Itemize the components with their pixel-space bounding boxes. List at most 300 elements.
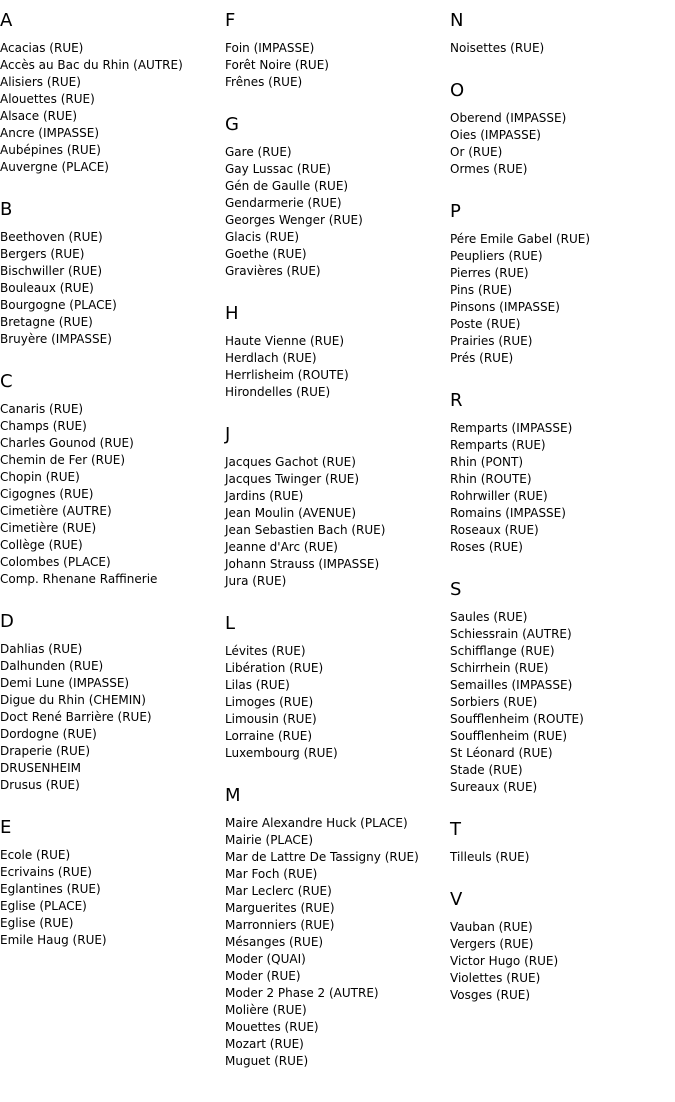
street-link[interactable]: Violettes (RUE) — [450, 971, 541, 985]
street-list-item — [0, 452, 225, 469]
street-list — [450, 110, 675, 178]
street-list — [0, 40, 225, 176]
street-list-item — [0, 159, 225, 176]
letter-heading: S — [450, 579, 462, 600]
street-list-item — [0, 297, 225, 314]
street-list-item — [450, 333, 675, 350]
street-list-item — [225, 471, 450, 488]
street-list-item — [225, 660, 450, 677]
street-list-item — [0, 314, 225, 331]
street-link[interactable]: Poste (RUE) — [450, 317, 521, 331]
street-link[interactable]: Jacques Twinger (RUE) — [225, 472, 360, 486]
letter-section-n — [450, 10, 675, 57]
street-link[interactable]: Mozart (RUE) — [225, 1037, 304, 1051]
street-link[interactable]: Mairie (PLACE) — [225, 833, 314, 847]
street-link[interactable]: Charles Gounod (RUE) — [0, 436, 134, 450]
street-list — [225, 815, 450, 1070]
street-link[interactable]: Eglise (PLACE) — [0, 899, 87, 913]
letter-heading: L — [225, 613, 236, 634]
letter-heading: C — [0, 371, 13, 392]
street-link[interactable]: Cimetière (AUTRE) — [0, 504, 112, 518]
street-list-item — [225, 263, 450, 280]
street-link[interactable]: Lévites (RUE) — [225, 644, 306, 658]
street-list-item — [0, 418, 225, 435]
street-link[interactable]: Doct René Barrière (RUE) — [0, 710, 152, 724]
street-list-item — [450, 471, 675, 488]
street-link[interactable]: Herdlach (RUE) — [225, 351, 317, 365]
street-list-item — [0, 864, 225, 881]
street-list-item — [0, 57, 225, 74]
street-link[interactable]: Bourgogne (PLACE) — [0, 298, 117, 312]
street-list-item — [225, 866, 450, 883]
street-list-item — [225, 350, 450, 367]
street-link[interactable]: Jeanne d'Arc (RUE) — [225, 540, 338, 554]
street-list-item — [225, 815, 450, 832]
letter-section-o — [450, 80, 675, 178]
letter-section-d — [0, 611, 225, 794]
street-link[interactable]: Johann Strauss (IMPASSE) — [225, 557, 380, 571]
street-link[interactable]: Ormes (RUE) — [450, 162, 528, 176]
street-link[interactable]: Gay Lussac (RUE) — [225, 162, 331, 176]
street-link[interactable]: Auvergne (PLACE) — [0, 160, 109, 174]
street-link[interactable]: Champs (RUE) — [0, 419, 87, 433]
street-list-item — [225, 178, 450, 195]
letter-section-t — [450, 819, 675, 866]
street-link[interactable]: Bretagne (RUE) — [0, 315, 93, 329]
street-list-item — [450, 762, 675, 779]
street-link[interactable]: Gén de Gaulle (RUE) — [225, 179, 349, 193]
street-link[interactable]: Vauban (RUE) — [450, 920, 533, 934]
street-link[interactable]: Haute Vienne (RUE) — [225, 334, 345, 348]
street-link[interactable]: Sorbiers (RUE) — [450, 695, 538, 709]
letter-section-e — [0, 817, 225, 949]
street-list-item — [0, 709, 225, 726]
letter-section-s — [450, 579, 675, 796]
street-list-item — [0, 692, 225, 709]
street-list-item — [0, 743, 225, 760]
street-link[interactable]: Schirrhein (RUE) — [450, 661, 549, 675]
street-link[interactable]: Jacques Gachot (RUE) — [225, 455, 356, 469]
street-link[interactable]: Rhin (ROUTE) — [450, 472, 532, 486]
street-list-item — [225, 522, 450, 539]
street-link[interactable]: Oberend (IMPASSE) — [450, 111, 567, 125]
street-list-item — [450, 127, 675, 144]
street-list — [225, 454, 450, 590]
street-link[interactable]: Beethoven (RUE) — [0, 230, 103, 244]
street-link[interactable]: St Léonard (RUE) — [450, 746, 553, 760]
street-list — [225, 40, 450, 91]
street-link[interactable]: Collège (RUE) — [0, 538, 83, 552]
street-link[interactable]: Gravières (RUE) — [225, 264, 321, 278]
street-link[interactable]: Eglantines (RUE) — [0, 882, 101, 896]
street-list-item — [225, 367, 450, 384]
street-list-item — [225, 195, 450, 212]
street-list-item — [225, 883, 450, 900]
street-link[interactable]: Eglise (RUE) — [0, 916, 74, 930]
street-link[interactable]: Digue du Rhin (CHEMIN) — [0, 693, 146, 707]
street-link[interactable]: Noisettes (RUE) — [450, 41, 545, 55]
street-link[interactable]: Jura (RUE) — [225, 574, 287, 588]
street-link[interactable]: Accès au Bac du Rhin (AUTRE) — [0, 58, 183, 72]
street-link[interactable]: Jean Sebastien Bach (RUE) — [225, 523, 386, 537]
street-link[interactable]: Jean Moulin (AVENUE) — [225, 506, 357, 520]
street-link[interactable]: Remparts (RUE) — [450, 438, 546, 452]
street-link[interactable]: Foin (IMPASSE) — [225, 41, 315, 55]
street-link[interactable]: Acacias (RUE) — [0, 41, 84, 55]
street-list — [450, 420, 675, 556]
street-link[interactable]: Goethe (RUE) — [225, 247, 307, 261]
street-list-item — [225, 539, 450, 556]
street-list — [225, 643, 450, 762]
street-link[interactable]: Lilas (RUE) — [225, 678, 290, 692]
street-list-item — [225, 1002, 450, 1019]
street-list-item — [225, 161, 450, 178]
street-list-item — [225, 144, 450, 161]
street-list-item — [450, 711, 675, 728]
street-link[interactable]: Roses (RUE) — [450, 540, 523, 554]
street-list-item — [450, 728, 675, 745]
street-list-item — [450, 265, 675, 282]
street-link[interactable]: Cigognes (RUE) — [0, 487, 94, 501]
letter-heading: O — [450, 80, 465, 101]
street-list-item — [0, 847, 225, 864]
street-link[interactable]: Draperie (RUE) — [0, 744, 91, 758]
street-list-item — [0, 74, 225, 91]
street-list-item — [450, 316, 675, 333]
street-list-item — [0, 280, 225, 297]
street-list-item — [0, 263, 225, 280]
street-link[interactable]: Peupliers (RUE) — [450, 249, 543, 263]
street-link[interactable]: Mouettes (RUE) — [225, 1020, 319, 1034]
street-link[interactable]: Limousin (RUE) — [225, 712, 317, 726]
street-list-item — [450, 231, 675, 248]
letter-section-f — [225, 10, 450, 91]
street-list-item — [0, 108, 225, 125]
street-link[interactable]: Schiessrain (AUTRE) — [450, 627, 572, 641]
street-link[interactable]: Semailles (IMPASSE) — [450, 678, 573, 692]
street-link[interactable]: Rohrwiller (RUE) — [450, 489, 548, 503]
street-link[interactable]: Ecrivains (RUE) — [0, 865, 92, 879]
street-list-item — [225, 934, 450, 951]
street-list-item — [0, 246, 225, 263]
street-list-item — [0, 898, 225, 915]
letter-heading: A — [0, 10, 13, 31]
street-link[interactable]: Remparts (IMPASSE) — [450, 421, 573, 435]
street-link[interactable]: Bergers (RUE) — [0, 247, 85, 261]
street-link[interactable]: Tilleuls (RUE) — [450, 850, 530, 864]
street-list-item — [225, 728, 450, 745]
street-link[interactable]: Chopin (RUE) — [0, 470, 80, 484]
street-link[interactable]: Vosges (RUE) — [450, 988, 531, 1002]
street-link[interactable]: Jardins (RUE) — [225, 489, 304, 503]
street-link[interactable]: Comp. Rhenane Raffinerie — [0, 572, 158, 586]
street-link[interactable]: Muguet (RUE) — [225, 1054, 309, 1068]
street-list-item — [225, 917, 450, 934]
street-link[interactable]: Oies (IMPASSE) — [450, 128, 541, 142]
street-list-item — [450, 987, 675, 1004]
letter-section-g — [225, 114, 450, 280]
street-link[interactable]: Aubépines (RUE) — [0, 143, 101, 157]
street-list-item — [0, 486, 225, 503]
street-link[interactable]: Dalhunden (RUE) — [0, 659, 104, 673]
street-list-item — [0, 777, 225, 794]
street-list-item — [450, 454, 675, 471]
street-list-item — [0, 881, 225, 898]
letter-heading: H — [225, 303, 239, 324]
street-link[interactable]: Marronniers (RUE) — [225, 918, 335, 932]
letter-heading: E — [0, 817, 12, 838]
street-link[interactable]: Alsace (RUE) — [0, 109, 78, 123]
street-link[interactable]: Ecole (RUE) — [0, 848, 71, 862]
letter-section-m — [225, 785, 450, 1070]
street-list-item — [450, 505, 675, 522]
street-link[interactable]: Moder (RUE) — [225, 969, 301, 983]
street-list-item — [450, 282, 675, 299]
street-list — [450, 609, 675, 796]
street-list-item — [0, 91, 225, 108]
street-link[interactable]: Or (RUE) — [450, 145, 503, 159]
letter-heading: B — [0, 199, 13, 220]
street-list-item — [0, 125, 225, 142]
street-list-item — [0, 435, 225, 452]
street-link[interactable]: Alouettes (RUE) — [0, 92, 95, 106]
street-link[interactable]: Ancre (IMPASSE) — [0, 126, 100, 140]
street-list-item — [225, 985, 450, 1002]
street-list-item — [450, 643, 675, 660]
street-link[interactable]: Roseaux (RUE) — [450, 523, 539, 537]
street-link[interactable]: Schifflange (RUE) — [450, 644, 555, 658]
street-list-item — [225, 488, 450, 505]
street-link[interactable]: Dahlias (RUE) — [0, 642, 83, 656]
street-list-item — [450, 953, 675, 970]
street-list-item — [225, 1053, 450, 1070]
street-list-item — [0, 641, 225, 658]
street-list-item — [0, 554, 225, 571]
street-link[interactable]: Soufflenheim (RUE) — [450, 729, 568, 743]
street-link[interactable]: Mar de Lattre De Tassigny (RUE) — [225, 850, 419, 864]
street-link[interactable]: Libération (RUE) — [225, 661, 324, 675]
street-link[interactable]: Hirondelles (RUE) — [225, 385, 331, 399]
street-link[interactable]: Saules (RUE) — [450, 610, 528, 624]
street-list-item — [0, 503, 225, 520]
street-link[interactable]: Lorraine (RUE) — [225, 729, 313, 743]
street-index-column-1 — [0, 10, 225, 972]
street-list-item — [225, 246, 450, 263]
street-list-item — [450, 779, 675, 796]
street-link[interactable]: Glacis (RUE) — [225, 230, 300, 244]
street-link[interactable]: Romains (IMPASSE) — [450, 506, 566, 520]
street-list — [450, 40, 675, 57]
street-link[interactable]: Sureaux (RUE) — [450, 780, 538, 794]
street-link[interactable]: Drusus (RUE) — [0, 778, 80, 792]
street-list-item — [450, 522, 675, 539]
street-list-item — [0, 932, 225, 949]
letter-heading: N — [450, 10, 464, 31]
street-list-item — [450, 488, 675, 505]
street-list-item — [0, 726, 225, 743]
letter-heading: R — [450, 390, 463, 411]
street-list-item — [0, 142, 225, 159]
street-list-item — [225, 694, 450, 711]
street-link[interactable]: Soufflenheim (ROUTE) — [450, 712, 584, 726]
letter-heading: G — [225, 114, 239, 135]
street-link[interactable]: Mésanges (RUE) — [225, 935, 324, 949]
street-list-item — [450, 299, 675, 316]
street-list-item — [225, 643, 450, 660]
street-link[interactable]: Bruyère (IMPASSE) — [0, 332, 112, 346]
street-link[interactable]: Maire Alexandre Huck (PLACE) — [225, 816, 408, 830]
letter-section-a — [0, 10, 225, 176]
street-list-item — [450, 539, 675, 556]
letter-heading: J — [225, 424, 231, 445]
street-list-item — [225, 74, 450, 91]
street-list-item — [225, 711, 450, 728]
street-list-item — [450, 609, 675, 626]
street-list-item — [225, 968, 450, 985]
street-link[interactable]: Demi Lune (IMPASSE) — [0, 676, 130, 690]
street-list-item — [0, 675, 225, 692]
street-list-item — [450, 745, 675, 762]
street-list — [225, 144, 450, 280]
street-link[interactable]: Stade (RUE) — [450, 763, 523, 777]
street-link[interactable]: Pins (RUE) — [450, 283, 513, 297]
street-list-item — [450, 919, 675, 936]
street-link[interactable]: Victor Hugo (RUE) — [450, 954, 559, 968]
street-link[interactable]: Prairies (RUE) — [450, 334, 533, 348]
street-link[interactable]: Gare (RUE) — [225, 145, 292, 159]
street-list-item — [225, 454, 450, 471]
street-list-item — [450, 161, 675, 178]
street-list-item — [450, 40, 675, 57]
street-list-item — [225, 573, 450, 590]
street-link[interactable]: Rhin (PONT) — [450, 455, 524, 469]
street-index-column-2 — [225, 10, 450, 1093]
street-list-item — [225, 57, 450, 74]
street-link[interactable]: Vergers (RUE) — [450, 937, 534, 951]
street-list-item — [225, 229, 450, 246]
street-list — [450, 231, 675, 367]
street-link[interactable]: Frênes (RUE) — [225, 75, 303, 89]
street-list-item — [450, 420, 675, 437]
street-list-item — [0, 658, 225, 675]
street-link[interactable]: Pére Emile Gabel (RUE) — [450, 232, 591, 246]
letter-heading: T — [450, 819, 461, 840]
street-link[interactable]: Pierres (RUE) — [450, 266, 529, 280]
street-list-item — [225, 556, 450, 573]
street-list-item — [225, 1019, 450, 1036]
street-list-item — [450, 677, 675, 694]
street-list-item — [450, 970, 675, 987]
street-list-item — [225, 951, 450, 968]
street-list-item — [225, 745, 450, 762]
letter-heading: P — [450, 201, 461, 222]
street-list-item — [225, 40, 450, 57]
street-link[interactable]: DRUSENHEIM — [0, 761, 82, 775]
street-list-item — [225, 212, 450, 229]
letter-section-h — [225, 303, 450, 401]
letter-heading: M — [225, 785, 241, 806]
letter-section-v — [450, 889, 675, 1004]
street-link[interactable]: Gendarmerie (RUE) — [225, 196, 342, 210]
letter-heading: V — [450, 889, 463, 910]
street-link[interactable]: Canaris (RUE) — [0, 402, 84, 416]
street-list-item — [450, 144, 675, 161]
street-list — [0, 847, 225, 949]
street-list — [225, 333, 450, 401]
street-link[interactable]: Chemin de Fer (RUE) — [0, 453, 126, 467]
street-link[interactable]: Herrlisheim (ROUTE) — [225, 368, 349, 382]
street-link[interactable]: Georges Wenger (RUE) — [225, 213, 363, 227]
street-link[interactable]: Moder (QUAI) — [225, 952, 306, 966]
street-list-item — [225, 832, 450, 849]
street-link[interactable]: Alisiers (RUE) — [0, 75, 81, 89]
street-link[interactable]: Dordogne (RUE) — [0, 727, 97, 741]
street-list-item — [0, 571, 225, 588]
street-link[interactable]: Pinsons (IMPASSE) — [450, 300, 560, 314]
street-list-item — [450, 110, 675, 127]
street-list-item — [0, 520, 225, 537]
street-list — [0, 401, 225, 588]
street-list-item — [0, 401, 225, 418]
street-link[interactable]: Mar Foch (RUE) — [225, 867, 318, 881]
letter-section-r — [450, 390, 675, 556]
street-list-item — [225, 505, 450, 522]
street-list-item — [450, 694, 675, 711]
street-list — [0, 641, 225, 794]
letter-section-j — [225, 424, 450, 590]
street-link[interactable]: Luxembourg (RUE) — [225, 746, 338, 760]
street-list-item — [225, 1036, 450, 1053]
street-list-item — [450, 849, 675, 866]
street-list — [450, 919, 675, 1004]
street-link[interactable]: Bischwiller (RUE) — [0, 264, 103, 278]
street-link[interactable]: Cimetière (RUE) — [0, 521, 97, 535]
letter-section-p — [450, 201, 675, 367]
street-list-item — [225, 849, 450, 866]
street-link[interactable]: Moder 2 Phase 2 (AUTRE) — [225, 986, 379, 1000]
street-link[interactable]: Emile Haug (RUE) — [0, 933, 107, 947]
street-list-item — [450, 626, 675, 643]
letter-section-b — [0, 199, 225, 348]
street-link[interactable]: Forêt Noire (RUE) — [225, 58, 329, 72]
street-list-item — [225, 900, 450, 917]
street-list-item — [450, 660, 675, 677]
street-list-item — [0, 760, 225, 777]
street-list-item — [0, 229, 225, 246]
street-link[interactable]: Limoges (RUE) — [225, 695, 314, 709]
street-list-item — [225, 384, 450, 401]
street-list-item — [0, 469, 225, 486]
street-list-item — [0, 537, 225, 554]
street-list-item — [225, 677, 450, 694]
street-list-item — [0, 331, 225, 348]
street-list-item — [450, 437, 675, 454]
street-link[interactable]: Mar Leclerc (RUE) — [225, 884, 332, 898]
street-link[interactable]: Molière (RUE) — [225, 1003, 307, 1017]
street-link[interactable]: Bouleaux (RUE) — [0, 281, 94, 295]
letter-section-l — [225, 613, 450, 762]
street-list — [0, 229, 225, 348]
street-index-column-3 — [450, 10, 675, 1027]
street-list-item — [0, 915, 225, 932]
street-link[interactable]: Prés (RUE) — [450, 351, 514, 365]
street-link[interactable]: Colombes (PLACE) — [0, 555, 111, 569]
street-link[interactable]: Marguerites (RUE) — [225, 901, 335, 915]
street-list-item — [225, 333, 450, 350]
street-list-item — [0, 40, 225, 57]
street-list-item — [450, 350, 675, 367]
street-list-item — [450, 248, 675, 265]
